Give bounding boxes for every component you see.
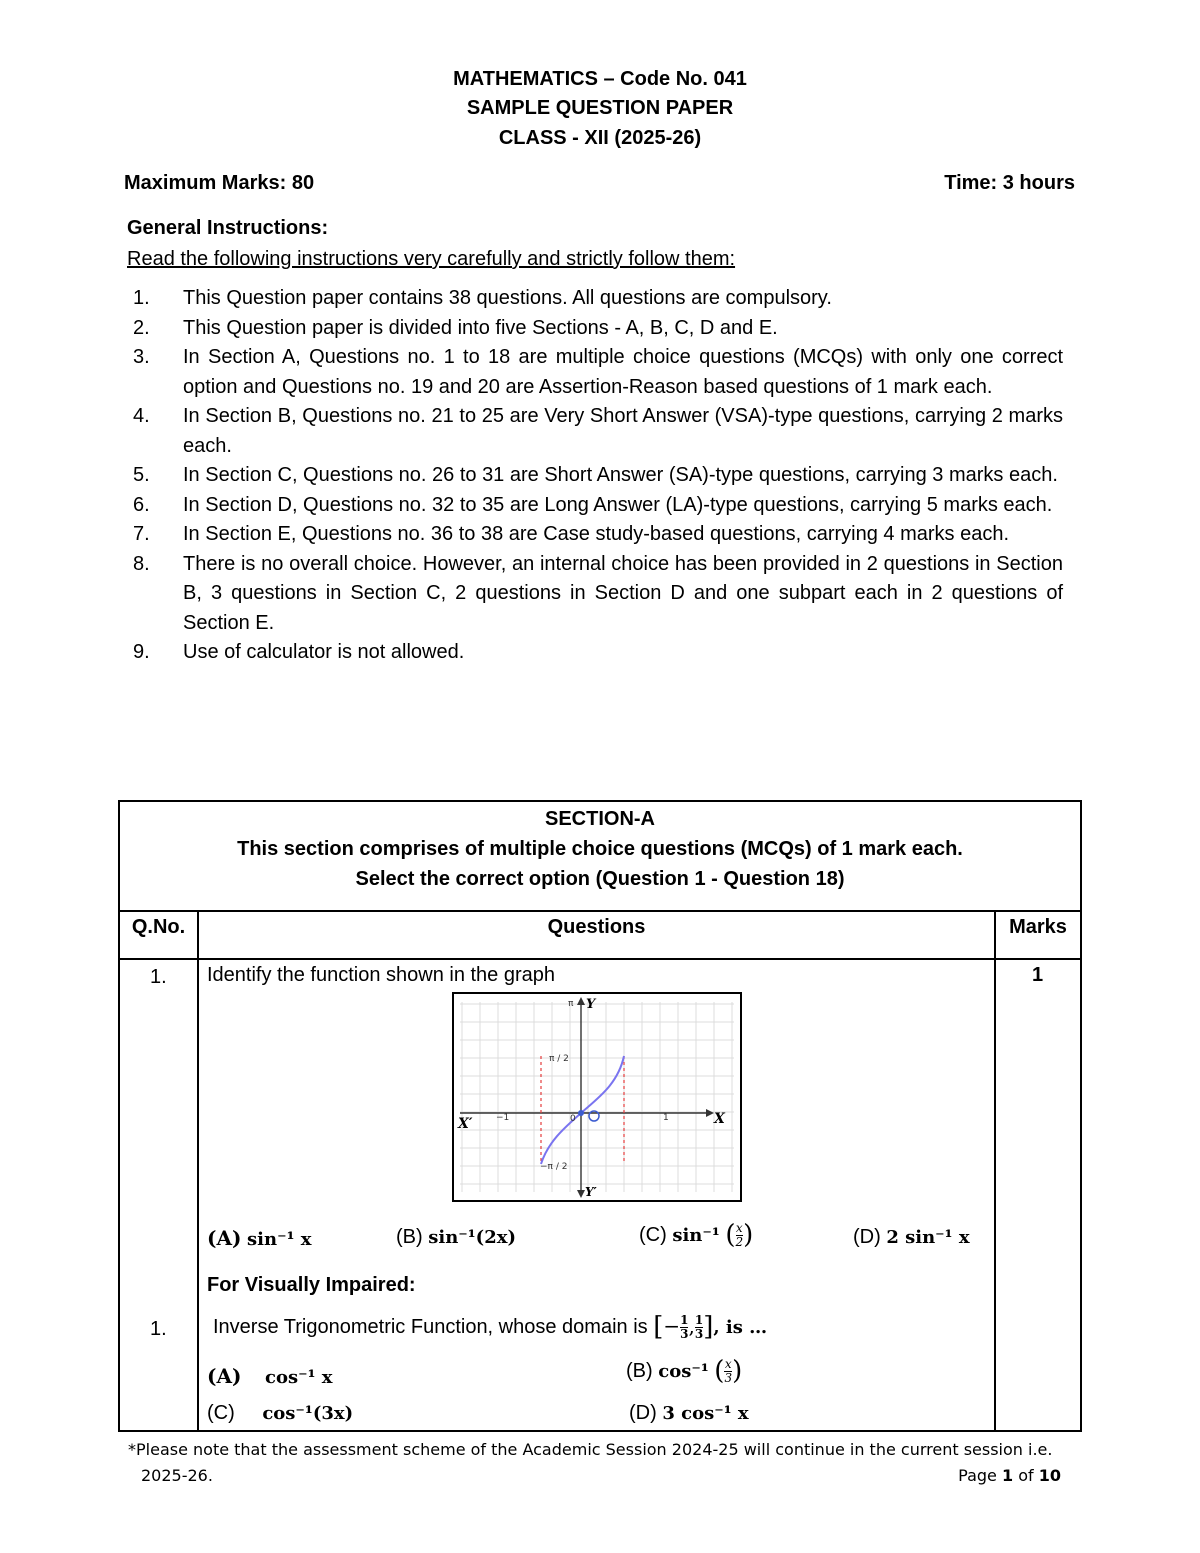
general-instructions-subtitle: Read the following instructions very carefully and strictly follow them: [127,248,736,270]
instruction-item: 4. In Section B, Questions no. 21 to 25 are Very Short Answer (VSA)-type questions, carrying 2 marks each. [133,405,1063,457]
vi-option-d: (D) 3 cos⁻¹ x [629,1402,749,1424]
vi-option-c: (C) cos⁻¹(3x) [207,1402,354,1424]
label-one: 1 [663,1113,669,1123]
col-header-questions: Questions [198,911,995,959]
table-row [119,959,1081,1431]
question-number: 1. [150,966,167,988]
vi-option-b: (B) cos⁻¹ ( $\frac{x}{3}$ ) [626,1356,743,1386]
paper-title: MATHEMATICS – Code No. 041 [453,68,747,90]
marks-cell [995,959,1081,1431]
question-cell [198,959,995,1431]
footer-note-line1: *Please note that the assessment scheme of the Academic Session 2024-25 will continue in the current session i.e. [128,1440,1053,1459]
col-header-marks: Marks [995,911,1081,959]
option-b: (B) sin⁻¹(2x) [396,1226,516,1248]
label-y-prime: Y′ [585,1185,597,1199]
instruction-item: 1. This Question paper contains 38 questions. All questions are compulsory. [133,287,832,309]
max-marks: Maximum Marks: 80 [124,172,315,194]
label-minus-one: −1 [496,1113,510,1123]
origin-point [578,1110,584,1116]
section-a-instruction: Select the correct option (Question 1 - Question 18) [355,868,845,890]
page-number: Page 1 of 10 [958,1466,1061,1485]
section-a-table [118,800,1082,1432]
section-a-header [119,801,1081,911]
option-d: (D) 2 sin⁻¹ x [853,1226,970,1248]
general-instructions-title: General Instructions: [127,217,329,239]
instruction-item: 8. There is no overall choice. However, an internal choice has been provided in 2 questions in Section B, 3 questions in Section C, 2 questions in Section D and one subpart each in 2 questions of Section E. [133,552,1063,634]
instruction-item: 9. Use of calculator is not allowed. [133,641,465,663]
vi-question-number: 1. [150,1318,167,1340]
question-text: Identify the function shown in the graph [207,964,556,986]
footer-note-line2: 2025-26. [141,1466,213,1485]
label-y: Y [586,997,596,1012]
option-a: (A) sin⁻¹ x [207,1226,312,1250]
label-minus-pi-half: −π / 2 [540,1162,568,1172]
instruction-item: 7. In Section E, Questions no. 36 to 38 are Case study-based questions, carrying 4 marks each. [133,523,1010,545]
section-a-title: SECTION-A [545,808,655,830]
vi-question-text: Inverse Trigonometric Function, whose domain is [− $\frac{1}{3}$ , $\frac{1}{3}$ ], is … [213,1312,768,1342]
label-pi: π [568,999,574,1009]
instruction-item: 5. In Section C, Questions no. 26 to 31 are Short Answer (SA)-type questions, carrying 3 marks each. [133,464,1058,486]
graph-frame [453,993,741,1201]
label-origin: 0 [570,1114,576,1124]
paper-subtitle: SAMPLE QUESTION PAPER [466,97,734,119]
instruction-item: 6. In Section D, Questions no. 32 to 35 are Long Answer (LA)-type questions, carrying 5 marks each. [133,493,1053,516]
visually-impaired-heading: For Visually Impaired: [207,1274,416,1296]
question-marks: 1 [1032,964,1044,986]
label-x: X [714,1111,725,1127]
instruction-item: 2. This Question paper is divided into five Sections - A, B, C, D and E. [133,316,778,339]
vi-option-a: (A) cos⁻¹ x [207,1364,333,1388]
paper-class: CLASS - XII (2025-26) [498,127,702,149]
instruction-item: 3. In Section A, Questions no. 1 to 18 are multiple choice questions (MCQs) with only one correct option and Questions no. 19 and 20 are Assertion-Reason based questions of 1 mark each. [133,346,1063,398]
qno-cell [119,959,198,1431]
time-allowed: Time: 3 hours [944,172,1075,194]
function-graph [452,992,742,1202]
col-header-qno: Q.No. [119,911,198,959]
section-a-description: This section comprises of multiple choice questions (MCQs) of 1 mark each. [237,838,963,860]
label-pi-half: π / 2 [549,1054,569,1064]
option-c: (C) sin⁻¹ ( $\frac{x}{2}$ ) [639,1220,754,1250]
label-x-prime: X′ [458,1116,473,1132]
instructions-list [127,284,1063,668]
